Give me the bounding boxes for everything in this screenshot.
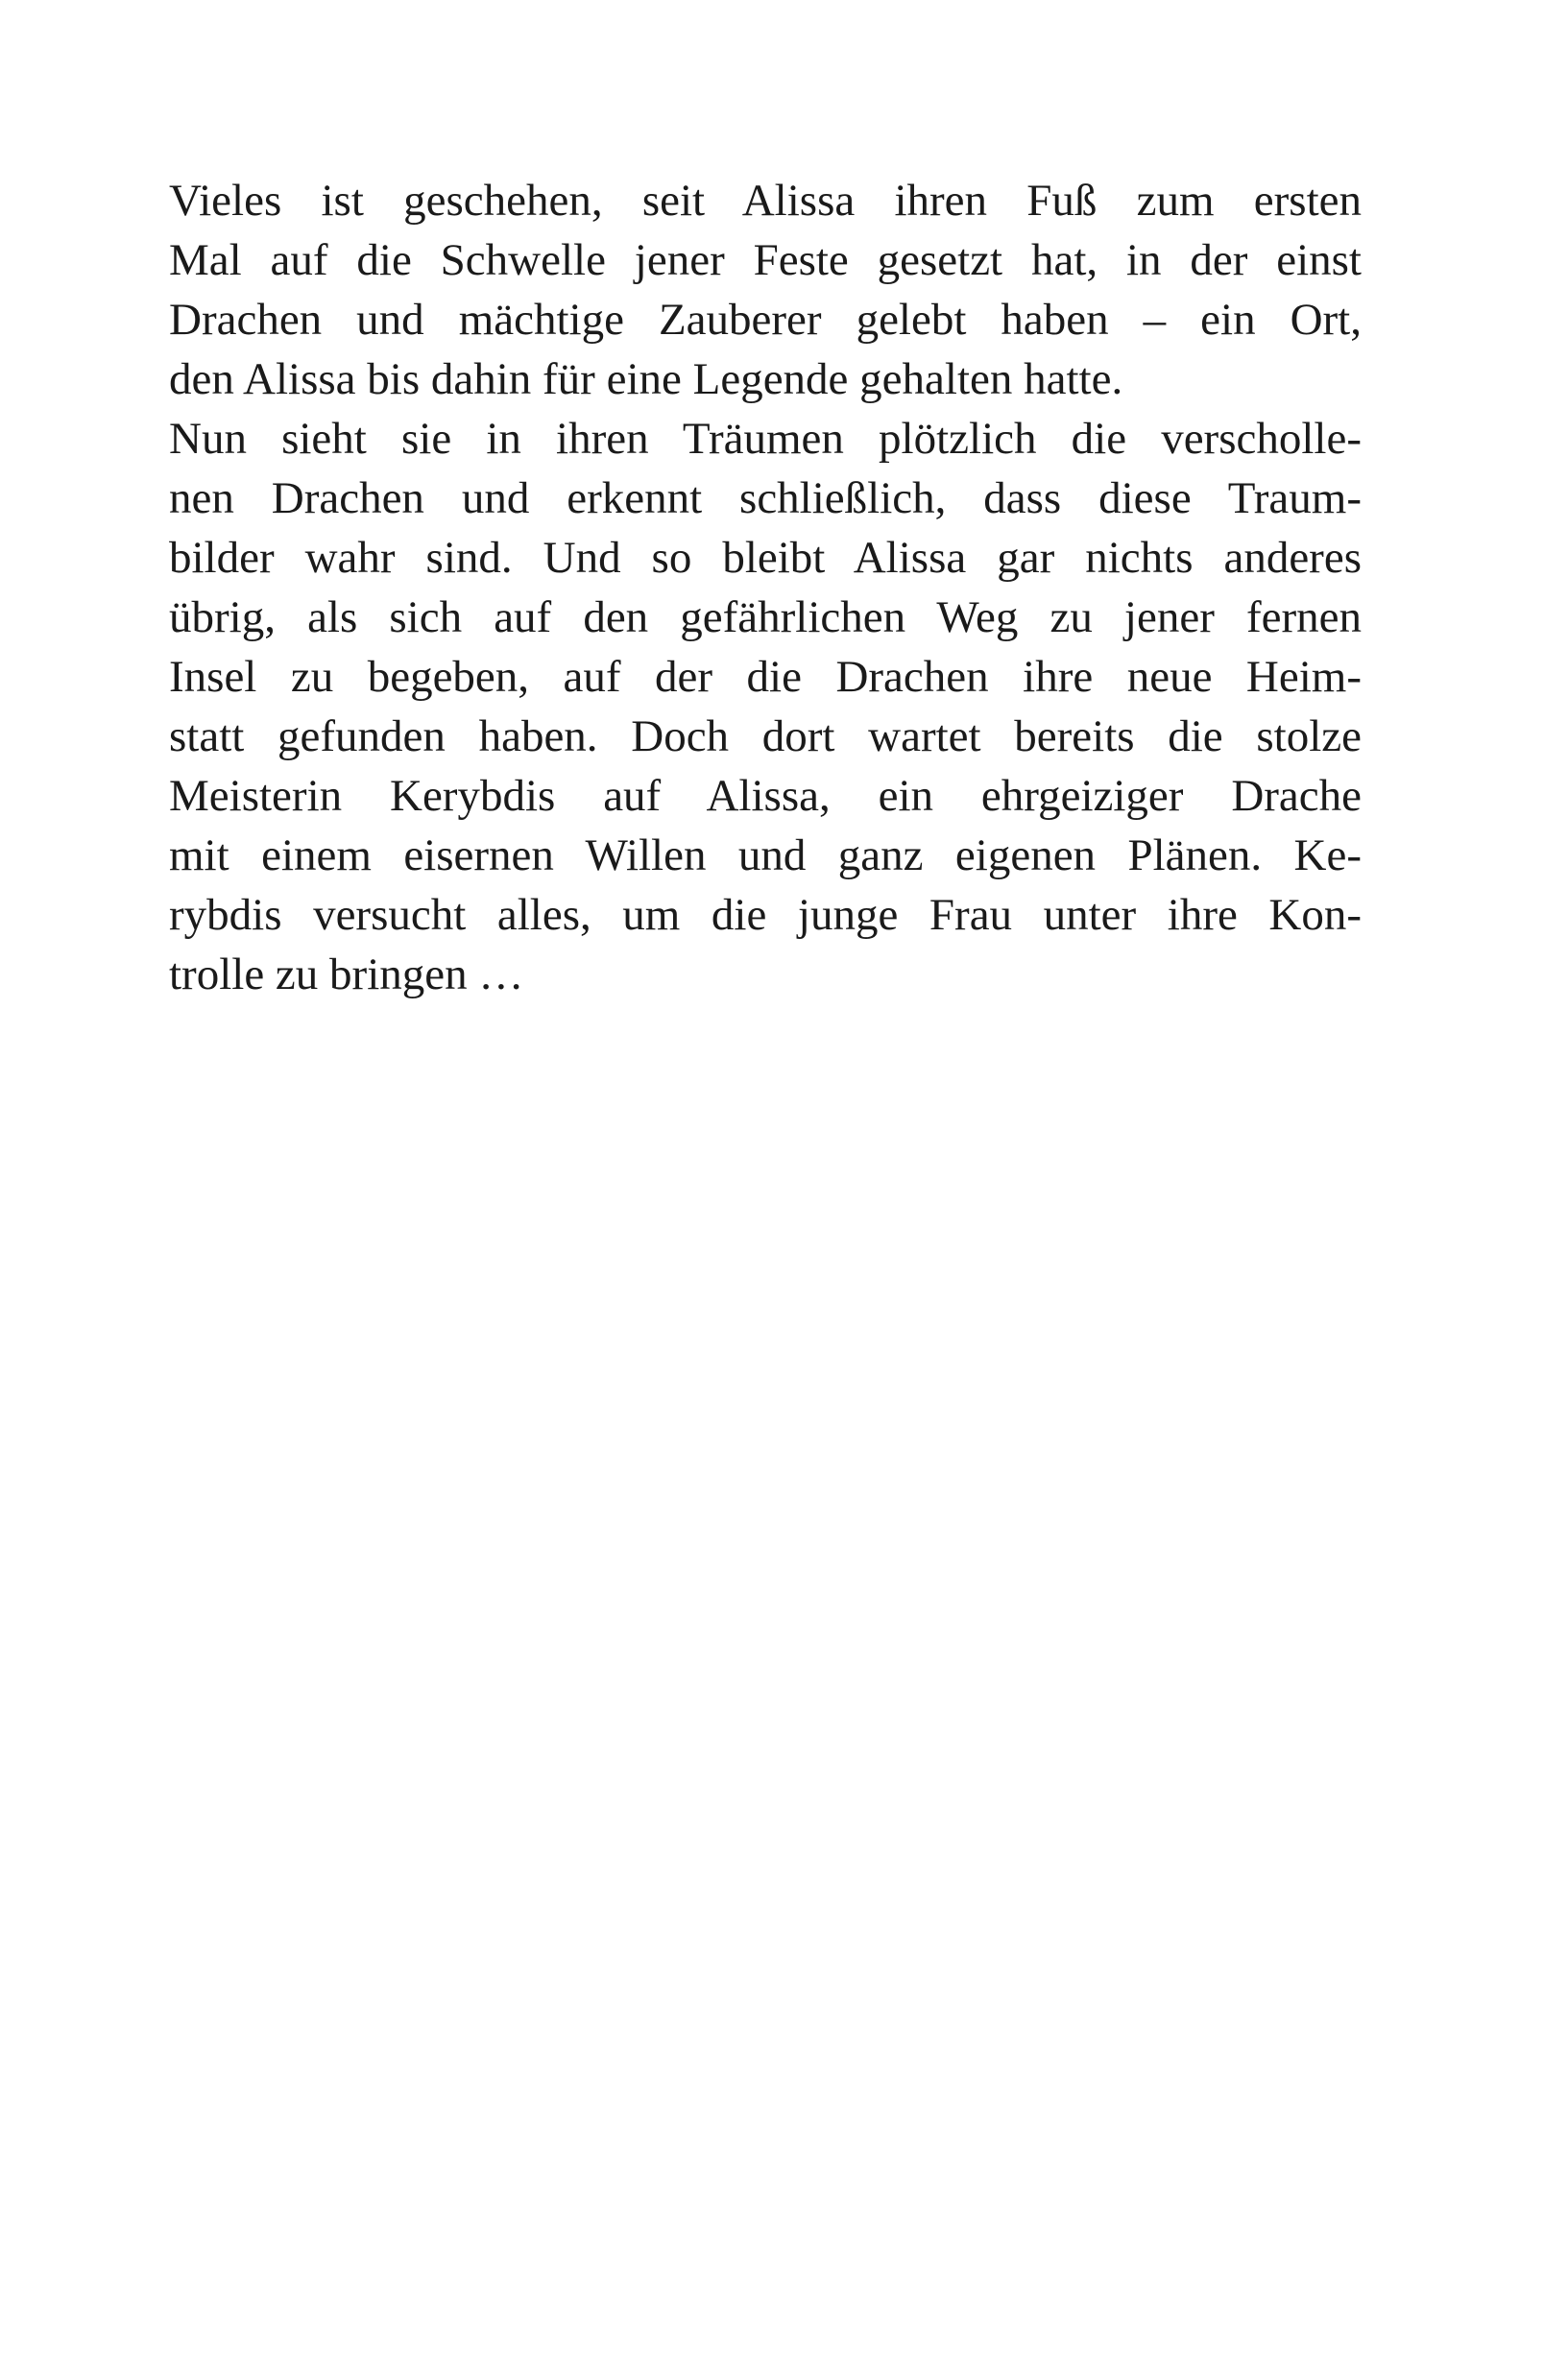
text-line: bilder wahr sind. Und so bleibt Alissa gar nichts anderes (169, 533, 1362, 583)
text-line: Meisterin Kerybdis auf Alissa, ein ehrgeiziger Drache (169, 771, 1362, 821)
text-line: den Alissa bis dahin für eine Legende gehalten hatte. (169, 354, 1123, 404)
blurb-text (169, 171, 1362, 1004)
text-line: rybdis versucht alles, um die junge Frau unter ihre Kon- (169, 890, 1362, 940)
text-line: Mal auf die Schwelle jener Feste gesetzt hat, in der einst (169, 235, 1362, 285)
text-line: trolle zu bringen … (169, 950, 524, 999)
text-line: Insel zu begeben, auf der die Drachen ihre neue Heim- (169, 652, 1362, 702)
text-line: Drachen und mächtige Zauberer gelebt haben – ein Ort, (169, 295, 1362, 345)
text-line: übrig, als sich auf den gefährlichen Weg zu jener fernen (169, 592, 1362, 642)
text-line: Vieles ist geschehen, seit Alissa ihren Fuß zum ersten (169, 176, 1362, 226)
text-line: statt gefunden haben. Doch dort wartet bereits die stolze (169, 711, 1362, 761)
text-line: nen Drachen und erkennt schließlich, dass diese Traum- (169, 473, 1362, 523)
text-line: Nun sieht sie in ihren Träumen plötzlich die verscholle- (169, 414, 1362, 464)
text-line: mit einem eisernen Willen und ganz eigenen Plänen. Ke- (169, 830, 1362, 880)
